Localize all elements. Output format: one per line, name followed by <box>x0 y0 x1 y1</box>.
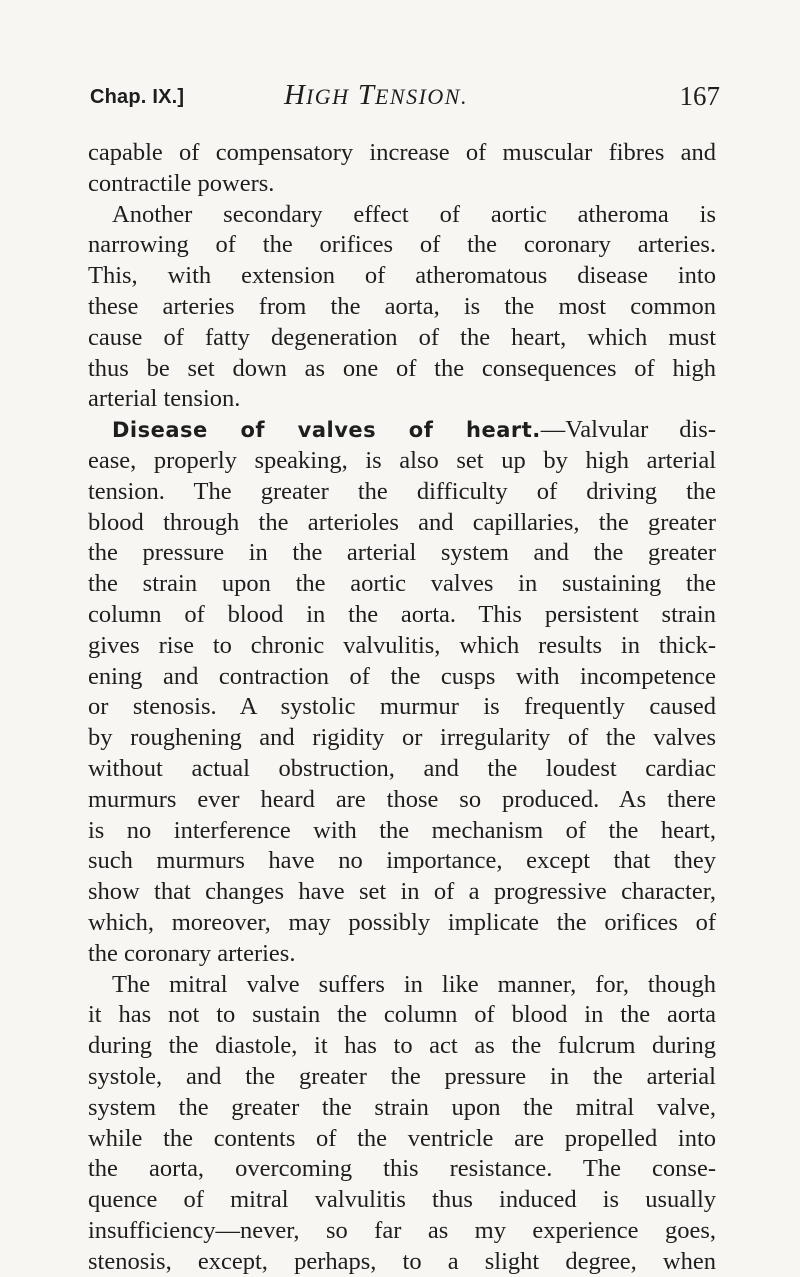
running-header <box>88 78 720 118</box>
text-line: it has not to sustain the column of blood in the aorta <box>88 1001 716 1029</box>
body-text <box>88 138 716 1277</box>
running-title-initial-2: T <box>357 79 375 111</box>
text-line: thus be set down as one of the consequences of high <box>88 354 716 382</box>
text-line: while the contents of the ventricle are propelled into <box>88 1124 716 1152</box>
text-line: insufficiency—never, so far as my experience goes, <box>88 1216 716 1244</box>
text-line: during the diastole, it has to act as the fulcrum during <box>88 1032 716 1060</box>
text-line: without actual obstruction, and the loudest cardiac <box>88 754 716 782</box>
section-heading: Disease of valves of heart. <box>112 418 541 443</box>
running-title-rest: IGH <box>305 84 350 109</box>
text-line: narrowing of the orifices of the coronary arteries. <box>88 231 716 259</box>
text-line: The mitral valve suffers in like manner, for, though <box>112 970 716 998</box>
chapter-label: Chap. IX.] <box>90 86 185 108</box>
text-line: capable of compensatory increase of muscular fibres and <box>88 139 716 166</box>
heading-continuation: —Valvular dis- <box>540 416 717 444</box>
running-title-rest-2: ENSION. <box>374 84 468 109</box>
text-line: gives rise to chronic valvulitis, which results in thick- <box>88 631 716 659</box>
text-line: show that changes have set in of a progressive character, <box>88 878 716 906</box>
text-line: by roughening and rigidity or irregularity of the valves <box>88 724 716 752</box>
text-line: This, with extension of atheromatous disease into <box>88 262 716 290</box>
text-line: these arteries from the aorta, is the most common <box>88 292 716 320</box>
text-line: stenosis, except, perhaps, to a slight degree, when <box>88 1247 716 1275</box>
book-page <box>88 78 720 1275</box>
text-line: ening and contraction of the cusps with incompetence <box>88 662 716 690</box>
text-line: contractile powers. <box>88 169 275 197</box>
text-line: such murmurs have no importance, except that they <box>88 847 716 875</box>
text-line: system the greater the strain upon the mitral valve, <box>88 1093 716 1121</box>
text-line: blood through the arterioles and capillaries, the greater <box>88 508 716 536</box>
text-line: is no interference with the mechanism of the heart, <box>88 816 716 844</box>
text-line <box>88 415 716 446</box>
text-line: which, moreover, may possibly implicate the orifices of <box>88 908 716 936</box>
text-line: cause of fatty degeneration of the heart, which must <box>88 323 716 351</box>
page-number: 167 <box>679 81 720 111</box>
text-line: arterial tension. <box>88 385 241 413</box>
text-line: the aorta, overcoming this resistance. The conse- <box>88 1155 716 1183</box>
text-line: systole, and the greater the pressure in the arterial <box>88 1062 716 1090</box>
text-line: or stenosis. A systolic murmur is frequently caused <box>88 693 716 721</box>
text-line: the coronary arteries. <box>88 939 296 967</box>
text-line: tension. The greater the difficulty of driving the <box>88 477 716 505</box>
text-line: the pressure in the arterial system and the greater <box>88 539 716 567</box>
text-line: column of blood in the aorta. This persistent strain <box>88 600 716 628</box>
text-line: quence of mitral valvulitis thus induced is usually <box>88 1186 716 1214</box>
running-title <box>284 79 468 112</box>
text-line: murmurs ever heard are those so produced. As there <box>88 785 716 813</box>
text-line: ease, properly speaking, is also set up by high arterial <box>88 446 716 474</box>
running-title-initial: H <box>284 79 306 111</box>
text-line: the strain upon the aortic valves in sustaining the <box>88 570 716 598</box>
text-line: Another secondary effect of aortic atheroma is <box>112 200 716 228</box>
